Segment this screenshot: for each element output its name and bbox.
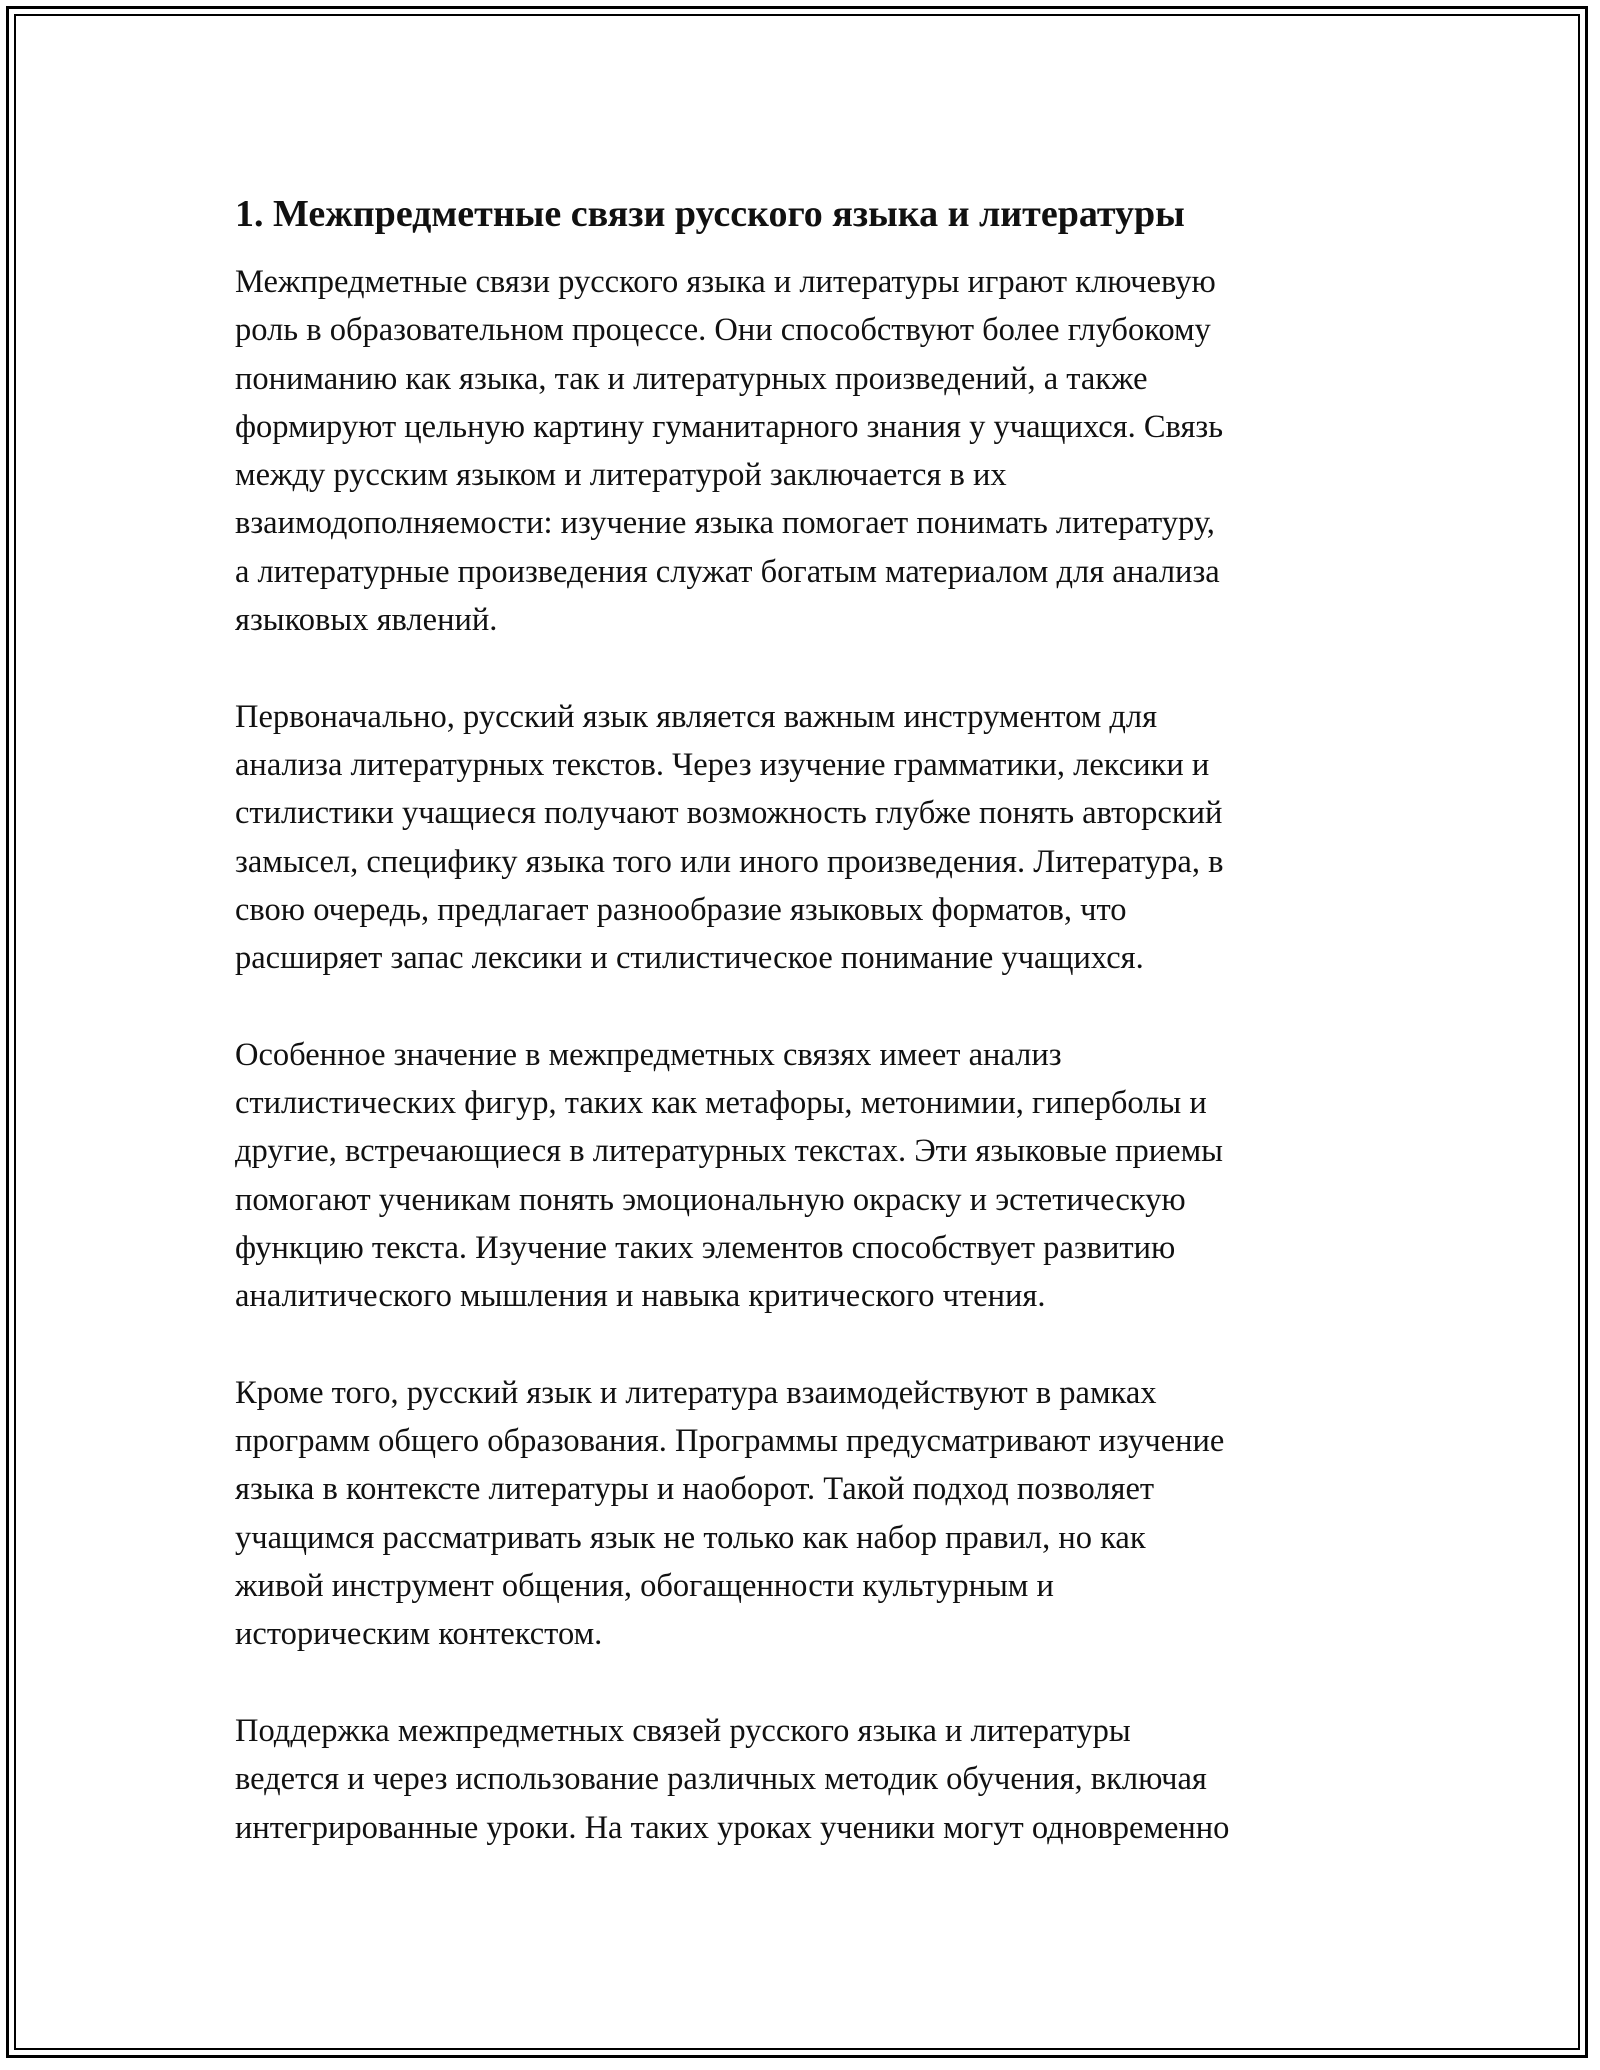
paragraph-1 [235, 258, 1365, 644]
text-line: учащимся рассматривать язык не только как набор правил, но как [235, 1519, 1146, 1556]
text-line: а литературные произведения служат богатым материалом для анализа [235, 553, 1220, 590]
text-line: формируют цельную картину гуманитарного знания у учащихся. Связь [235, 408, 1224, 445]
text-line: интегрированные уроки. На таких уроках ученики могут одновременно [235, 1809, 1230, 1846]
paragraph-3 [235, 1031, 1365, 1321]
text-line: Поддержка межпредметных связей русского языка и литературы [235, 1712, 1131, 1749]
text-line: Особенное значение в межпредметных связях имеет анализ [235, 1036, 1062, 1073]
text-line: свою очередь, предлагает разнообразие языковых форматов, что [235, 891, 1127, 928]
section-heading: 1. Межпредметные связи русского языка и литературы [235, 193, 1185, 235]
text-line: языка в контексте литературы и наоборот. Такой подход позволяет [235, 1471, 1155, 1508]
text-line: стилистики учащиеся получают возможность глубже понять авторский [235, 795, 1223, 832]
document-body [235, 188, 1365, 1900]
text-line: программ общего образования. Программы предусматривают изучение [235, 1423, 1225, 1460]
text-line: анализа литературных текстов. Через изучение грамматики, лексики и [235, 746, 1210, 783]
text-line: другие, встречающиеся в литературных текстах. Эти языковые приемы [235, 1133, 1224, 1170]
text-line: ведется и через использование различных методик обучения, включая [235, 1761, 1207, 1798]
text-line: Кроме того, русский язык и литература взаимодействуют в рамках [235, 1374, 1157, 1411]
text-line: помогают ученикам понять эмоциональную окраску и эстетическую [235, 1181, 1186, 1218]
text-line: взаимодополняемости: изучение языка помогает понимать литературу, [235, 505, 1215, 542]
text-line: роль в образовательном процессе. Они способствуют более глубокому [235, 312, 1211, 349]
paragraph-5 [235, 1707, 1365, 1852]
text-line: Первоначально, русский язык является важным инструментом для [235, 698, 1158, 735]
text-line: замысел, специфику языка того или иного произведения. Литература, в [235, 843, 1224, 880]
text-line: Межпредметные связи русского языка и литературы играют ключевую [235, 264, 1216, 300]
text-line: функцию текста. Изучение таких элементов способствует развитию [235, 1229, 1176, 1266]
text-line: стилистических фигур, таких как метафоры, метонимии, гиперболы и [235, 1085, 1207, 1122]
text-line: языковых явлений. [235, 602, 498, 639]
paragraph-2 [235, 693, 1365, 983]
text-line: расширяет запас лексики и стилистическое понимание учащихся. [235, 940, 1144, 977]
text-line: живой инструмент общения, обогащенности культурным и [235, 1568, 1054, 1605]
text-line: между русским языком и литературой заключается в их [235, 457, 1007, 494]
text-line: пониманию как языка, так и литературных произведений, а также [235, 360, 1148, 397]
paragraph-4 [235, 1369, 1365, 1659]
text-line: аналитического мышления и навыка критического чтения. [235, 1278, 1046, 1315]
text-line: историческим контекстом. [235, 1616, 603, 1653]
